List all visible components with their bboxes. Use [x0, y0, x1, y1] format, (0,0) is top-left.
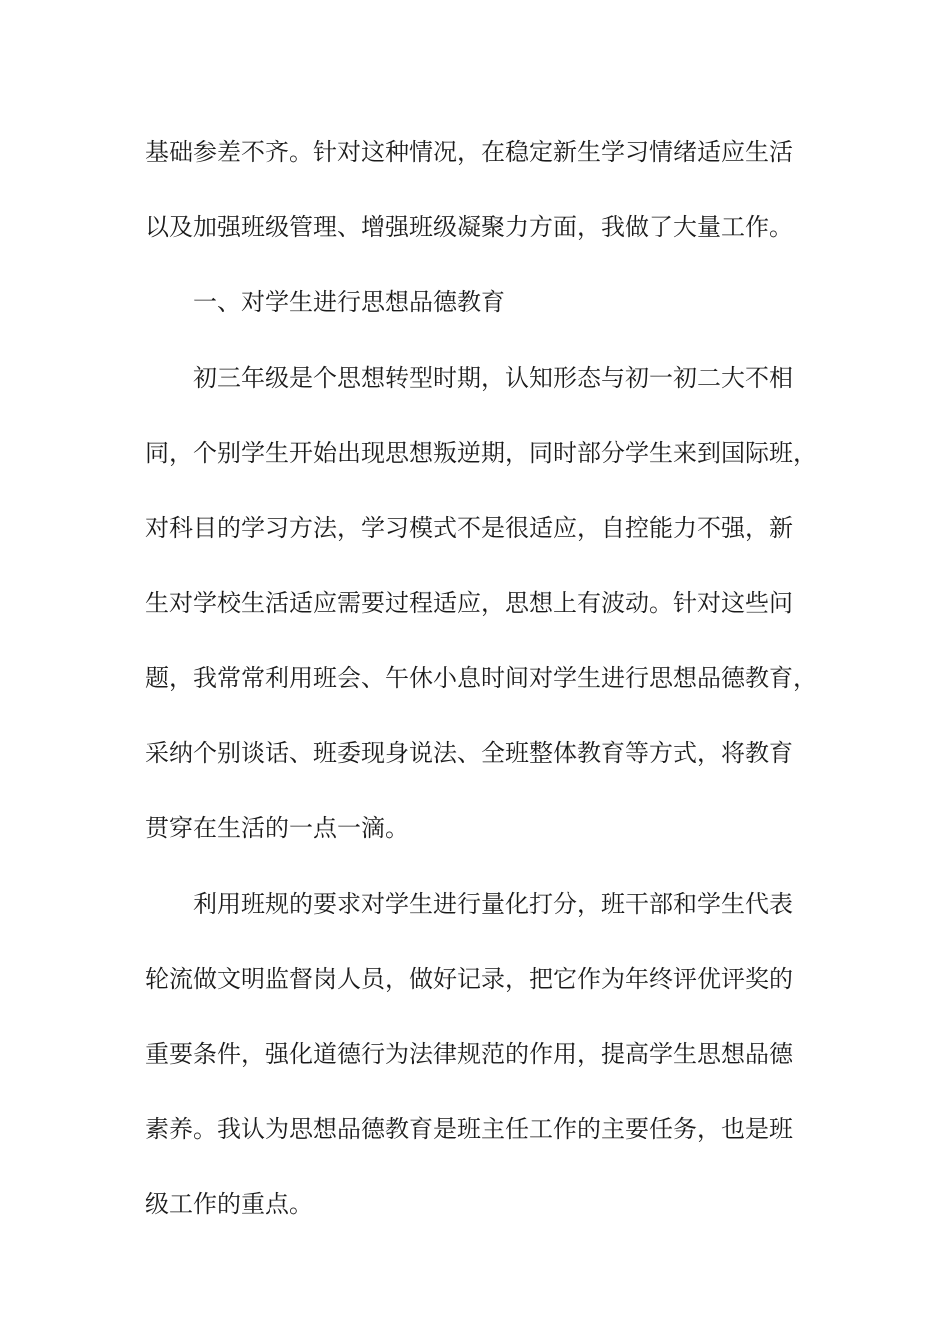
paragraph-line: 以及加强班级管理、增强班级凝聚力方面，我做了大量工作。: [145, 213, 793, 241]
paragraph-line: 生对学校生活适应需要过程适应，思想上有波动。针对这些问: [145, 589, 793, 617]
section-heading: 一、对学生进行思想品德教育: [193, 288, 505, 316]
paragraph-line: 贯穿在生活的一点一滴。: [145, 814, 409, 842]
paragraph-line: 采纳个别谈话、班委现身说法、全班整体教育等方式，将教育: [145, 739, 793, 767]
paragraph-line: 初三年级是个思想转型时期，认知形态与初一初二大不相: [193, 364, 793, 392]
paragraph-line: 同，个别学生开始出现思想叛逆期，同时部分学生来到国际班，: [145, 439, 817, 467]
paragraph-line: 重要条件，强化道德行为法律规范的作用，提高学生思想品德: [145, 1040, 793, 1068]
paragraph-line: 轮流做文明监督岗人员，做好记录，把它作为年终评优评奖的: [145, 965, 793, 993]
paragraph-line: 级工作的重点。: [145, 1190, 313, 1218]
paragraph-line: 题，我常常利用班会、午休小息时间对学生进行思想品德教育，: [145, 664, 817, 692]
paragraph-line: 基础参差不齐。针对这种情况，在稳定新生学习情绪适应生活: [145, 138, 793, 166]
paragraph-line: 对科目的学习方法，学习模式不是很适应，自控能力不强，新: [145, 514, 793, 542]
paragraph-line: 利用班规的要求对学生进行量化打分，班干部和学生代表: [193, 890, 793, 918]
paragraph-line: 素养。我认为思想品德教育是班主任工作的主要任务，也是班: [145, 1115, 793, 1143]
